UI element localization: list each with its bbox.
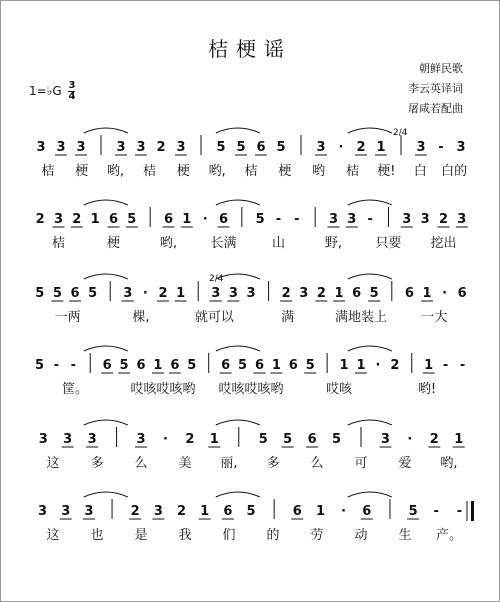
note: 5: [187, 358, 197, 373]
lyric: 梗: [278, 164, 292, 179]
note: 3: [299, 286, 309, 301]
note: 5: [408, 504, 418, 519]
note: 2: [356, 140, 366, 155]
lyric: 哟,: [107, 164, 125, 179]
note: 1: [376, 140, 386, 155]
note: -: [294, 212, 300, 227]
note: 3: [84, 504, 94, 519]
note: 2: [72, 212, 82, 227]
note: ·: [338, 140, 344, 155]
note: 3: [457, 212, 467, 227]
note: 5: [52, 286, 62, 301]
note: 5: [127, 212, 137, 227]
score-notation: [1, 1, 499, 601]
note: 6: [223, 504, 233, 519]
slur: [84, 274, 128, 279]
credit-composer: 屠咸若配曲: [408, 102, 463, 115]
lyric: 桔: [244, 164, 258, 179]
lyric: 美: [178, 456, 192, 471]
note: 3: [76, 140, 86, 155]
lyric: 梗!: [377, 164, 396, 179]
lyric: 多: [266, 456, 280, 471]
note: -: [275, 212, 282, 227]
lyric: 哎咳哎咳哟: [218, 382, 284, 397]
lyric: 丽,: [220, 456, 238, 471]
note: 6: [352, 286, 362, 301]
meter-change: 2/4: [209, 274, 224, 284]
lyric: 梗: [176, 164, 190, 179]
slur: [84, 492, 128, 497]
lyric: 一大: [421, 310, 448, 325]
lyric: 哎咳哎咳哟: [130, 382, 196, 397]
lyric: 桔: [346, 164, 360, 179]
note: 1: [153, 358, 163, 373]
note: ·: [202, 212, 208, 227]
note: 2: [429, 432, 439, 447]
note: 1: [200, 504, 210, 519]
note: 3: [316, 140, 326, 155]
note: 1: [356, 358, 366, 373]
note: 3: [87, 432, 97, 447]
note: 2: [316, 286, 326, 301]
note: 5: [276, 140, 286, 155]
note: 5: [305, 358, 315, 373]
meter-bottom: 4: [68, 91, 76, 102]
note: 3: [116, 140, 126, 155]
lyric: 桔: [51, 236, 66, 251]
lyric: 这: [46, 456, 60, 471]
note: 1: [334, 286, 344, 301]
note: 3: [246, 286, 256, 301]
note: 3: [63, 432, 73, 447]
note: 6: [457, 286, 467, 301]
slur: [216, 128, 260, 133]
lyric: 哟,: [159, 236, 178, 251]
note: 3: [61, 504, 71, 519]
note: 5: [283, 432, 293, 447]
note: 2: [390, 358, 400, 373]
slur: [84, 128, 128, 133]
note: 3: [347, 212, 357, 227]
note: 6: [170, 358, 180, 373]
note: 6: [362, 504, 372, 519]
note: 5: [119, 358, 129, 373]
note: 5: [246, 504, 256, 519]
note: 3: [402, 212, 412, 227]
note: 6: [288, 358, 298, 373]
slur: [348, 420, 392, 425]
lyric: 哎咳: [325, 382, 353, 397]
note: 2: [438, 212, 449, 227]
note: -: [433, 504, 439, 519]
note: -: [442, 358, 449, 373]
lyric: 们: [222, 528, 236, 543]
note: ·: [162, 432, 168, 447]
note: 1: [339, 358, 349, 373]
lyric: 哟,: [440, 456, 458, 471]
lyric: 满: [281, 310, 295, 325]
note: 2: [281, 286, 291, 301]
lyric: 多: [90, 456, 104, 471]
note: 1: [422, 286, 432, 301]
lyric: 哟: [312, 164, 326, 179]
note: 6: [70, 286, 80, 301]
key-prefix: 1: [29, 84, 37, 98]
note: 6: [163, 212, 174, 227]
lyric: 棵,: [132, 310, 150, 325]
lyric: 梗: [106, 236, 121, 251]
note: 1: [454, 432, 464, 447]
lyric: 我: [178, 528, 192, 543]
note: 3: [176, 140, 186, 155]
slur: [84, 200, 128, 205]
lyric: 野,: [324, 236, 343, 251]
note: -: [456, 504, 463, 519]
note: 1: [271, 358, 281, 373]
lyric: 梗: [75, 164, 89, 179]
slur: [348, 492, 392, 497]
note: 3: [328, 212, 339, 227]
lyric: 是: [134, 528, 148, 543]
final-barline-thick: [471, 501, 474, 521]
lyric: 产。: [435, 528, 463, 543]
note: 6: [136, 358, 146, 373]
lyric: 么: [310, 456, 324, 471]
note: 6: [307, 432, 317, 447]
note: 2: [156, 140, 166, 155]
note: 3: [123, 286, 133, 301]
note: 5: [255, 212, 265, 227]
lyric: 长满: [210, 236, 237, 251]
note: 5: [236, 140, 246, 155]
note: ·: [407, 432, 413, 447]
note: 3: [211, 286, 221, 301]
note: ·: [375, 358, 381, 373]
note: -: [438, 140, 444, 155]
note: 1: [424, 358, 434, 373]
note: 2: [158, 286, 168, 301]
lyric: 一两: [54, 310, 81, 325]
note: 5: [35, 286, 45, 301]
note: 6: [218, 212, 229, 227]
lyric: 可: [354, 456, 368, 471]
note: 2: [35, 212, 45, 227]
note: -: [53, 358, 60, 373]
slur: [348, 274, 392, 279]
lyric: 么: [134, 456, 148, 471]
note: 5: [258, 432, 268, 447]
lyric: 也: [90, 528, 104, 543]
lyric: 白的: [441, 164, 468, 179]
lyric: 生: [398, 528, 412, 543]
note: 3: [36, 140, 46, 155]
note: 3: [420, 212, 430, 227]
note: 3: [136, 432, 146, 447]
meter-top: 3: [68, 80, 76, 91]
note: 5: [88, 286, 98, 301]
note: 1: [90, 212, 100, 227]
lyric: 山: [271, 236, 286, 251]
note: 1: [182, 212, 192, 227]
note: 3: [416, 140, 426, 155]
slur: [84, 346, 128, 351]
note: 6: [292, 504, 302, 519]
note: 1: [176, 286, 186, 301]
note: 6: [102, 358, 112, 373]
note: ·: [341, 504, 347, 519]
lyric: 桔: [142, 164, 156, 179]
song-title: 桔梗谣: [208, 37, 292, 61]
note: 6: [108, 212, 119, 227]
note: 3: [380, 432, 390, 447]
lyric: 哟,: [208, 164, 226, 179]
note: 2: [130, 504, 140, 519]
note: 6: [221, 358, 231, 373]
lyric: 的: [266, 528, 280, 543]
lyric: 哟!: [417, 382, 437, 397]
note: 3: [56, 140, 66, 155]
note: 2: [185, 432, 195, 447]
slur: [348, 346, 392, 351]
note: 3: [228, 286, 238, 301]
note: ·: [442, 286, 448, 301]
slur: [348, 128, 392, 133]
lyric: 白: [413, 164, 427, 179]
note: 3: [38, 432, 48, 447]
key-name: =♭G: [36, 84, 62, 98]
slur: [216, 492, 260, 497]
note: 6: [256, 140, 266, 155]
note: 5: [332, 432, 342, 447]
lyric: 就可以: [194, 310, 234, 325]
note: -: [367, 212, 373, 227]
note: 2: [177, 504, 187, 519]
note: 3: [456, 140, 466, 155]
note: 5: [34, 358, 44, 373]
note: 5: [238, 358, 248, 373]
note: -: [459, 358, 466, 373]
slur: [84, 420, 128, 425]
note: 3: [153, 504, 163, 519]
meter-change: 2/4: [393, 128, 408, 138]
slur: [216, 346, 260, 351]
slur: [348, 200, 392, 205]
note: 3: [38, 504, 48, 519]
note: 1: [209, 432, 219, 447]
lyric: 这: [46, 528, 60, 543]
lyric: 筐。: [61, 382, 89, 397]
note: 6: [254, 358, 264, 373]
note: 1: [315, 504, 325, 519]
note: 5: [216, 140, 226, 155]
credit-lyricist: 李云英译词: [408, 82, 463, 95]
lyric: 挖出: [430, 236, 457, 251]
lyric: 满地装上: [334, 310, 388, 325]
note: 6: [404, 286, 414, 301]
slur: [216, 420, 260, 425]
credit-origin: 朝鲜民歌: [419, 62, 463, 75]
lyric: 爱: [398, 456, 412, 471]
note: ·: [142, 286, 148, 301]
note: -: [70, 358, 77, 373]
lyric: 劳: [310, 528, 324, 543]
lyric: 动: [354, 528, 368, 543]
note: 5: [369, 286, 379, 301]
note: 3: [136, 140, 146, 155]
slur: [216, 200, 260, 205]
lyric: 桔: [41, 164, 55, 179]
lyric: 只要: [375, 236, 402, 251]
note: 3: [53, 212, 64, 227]
